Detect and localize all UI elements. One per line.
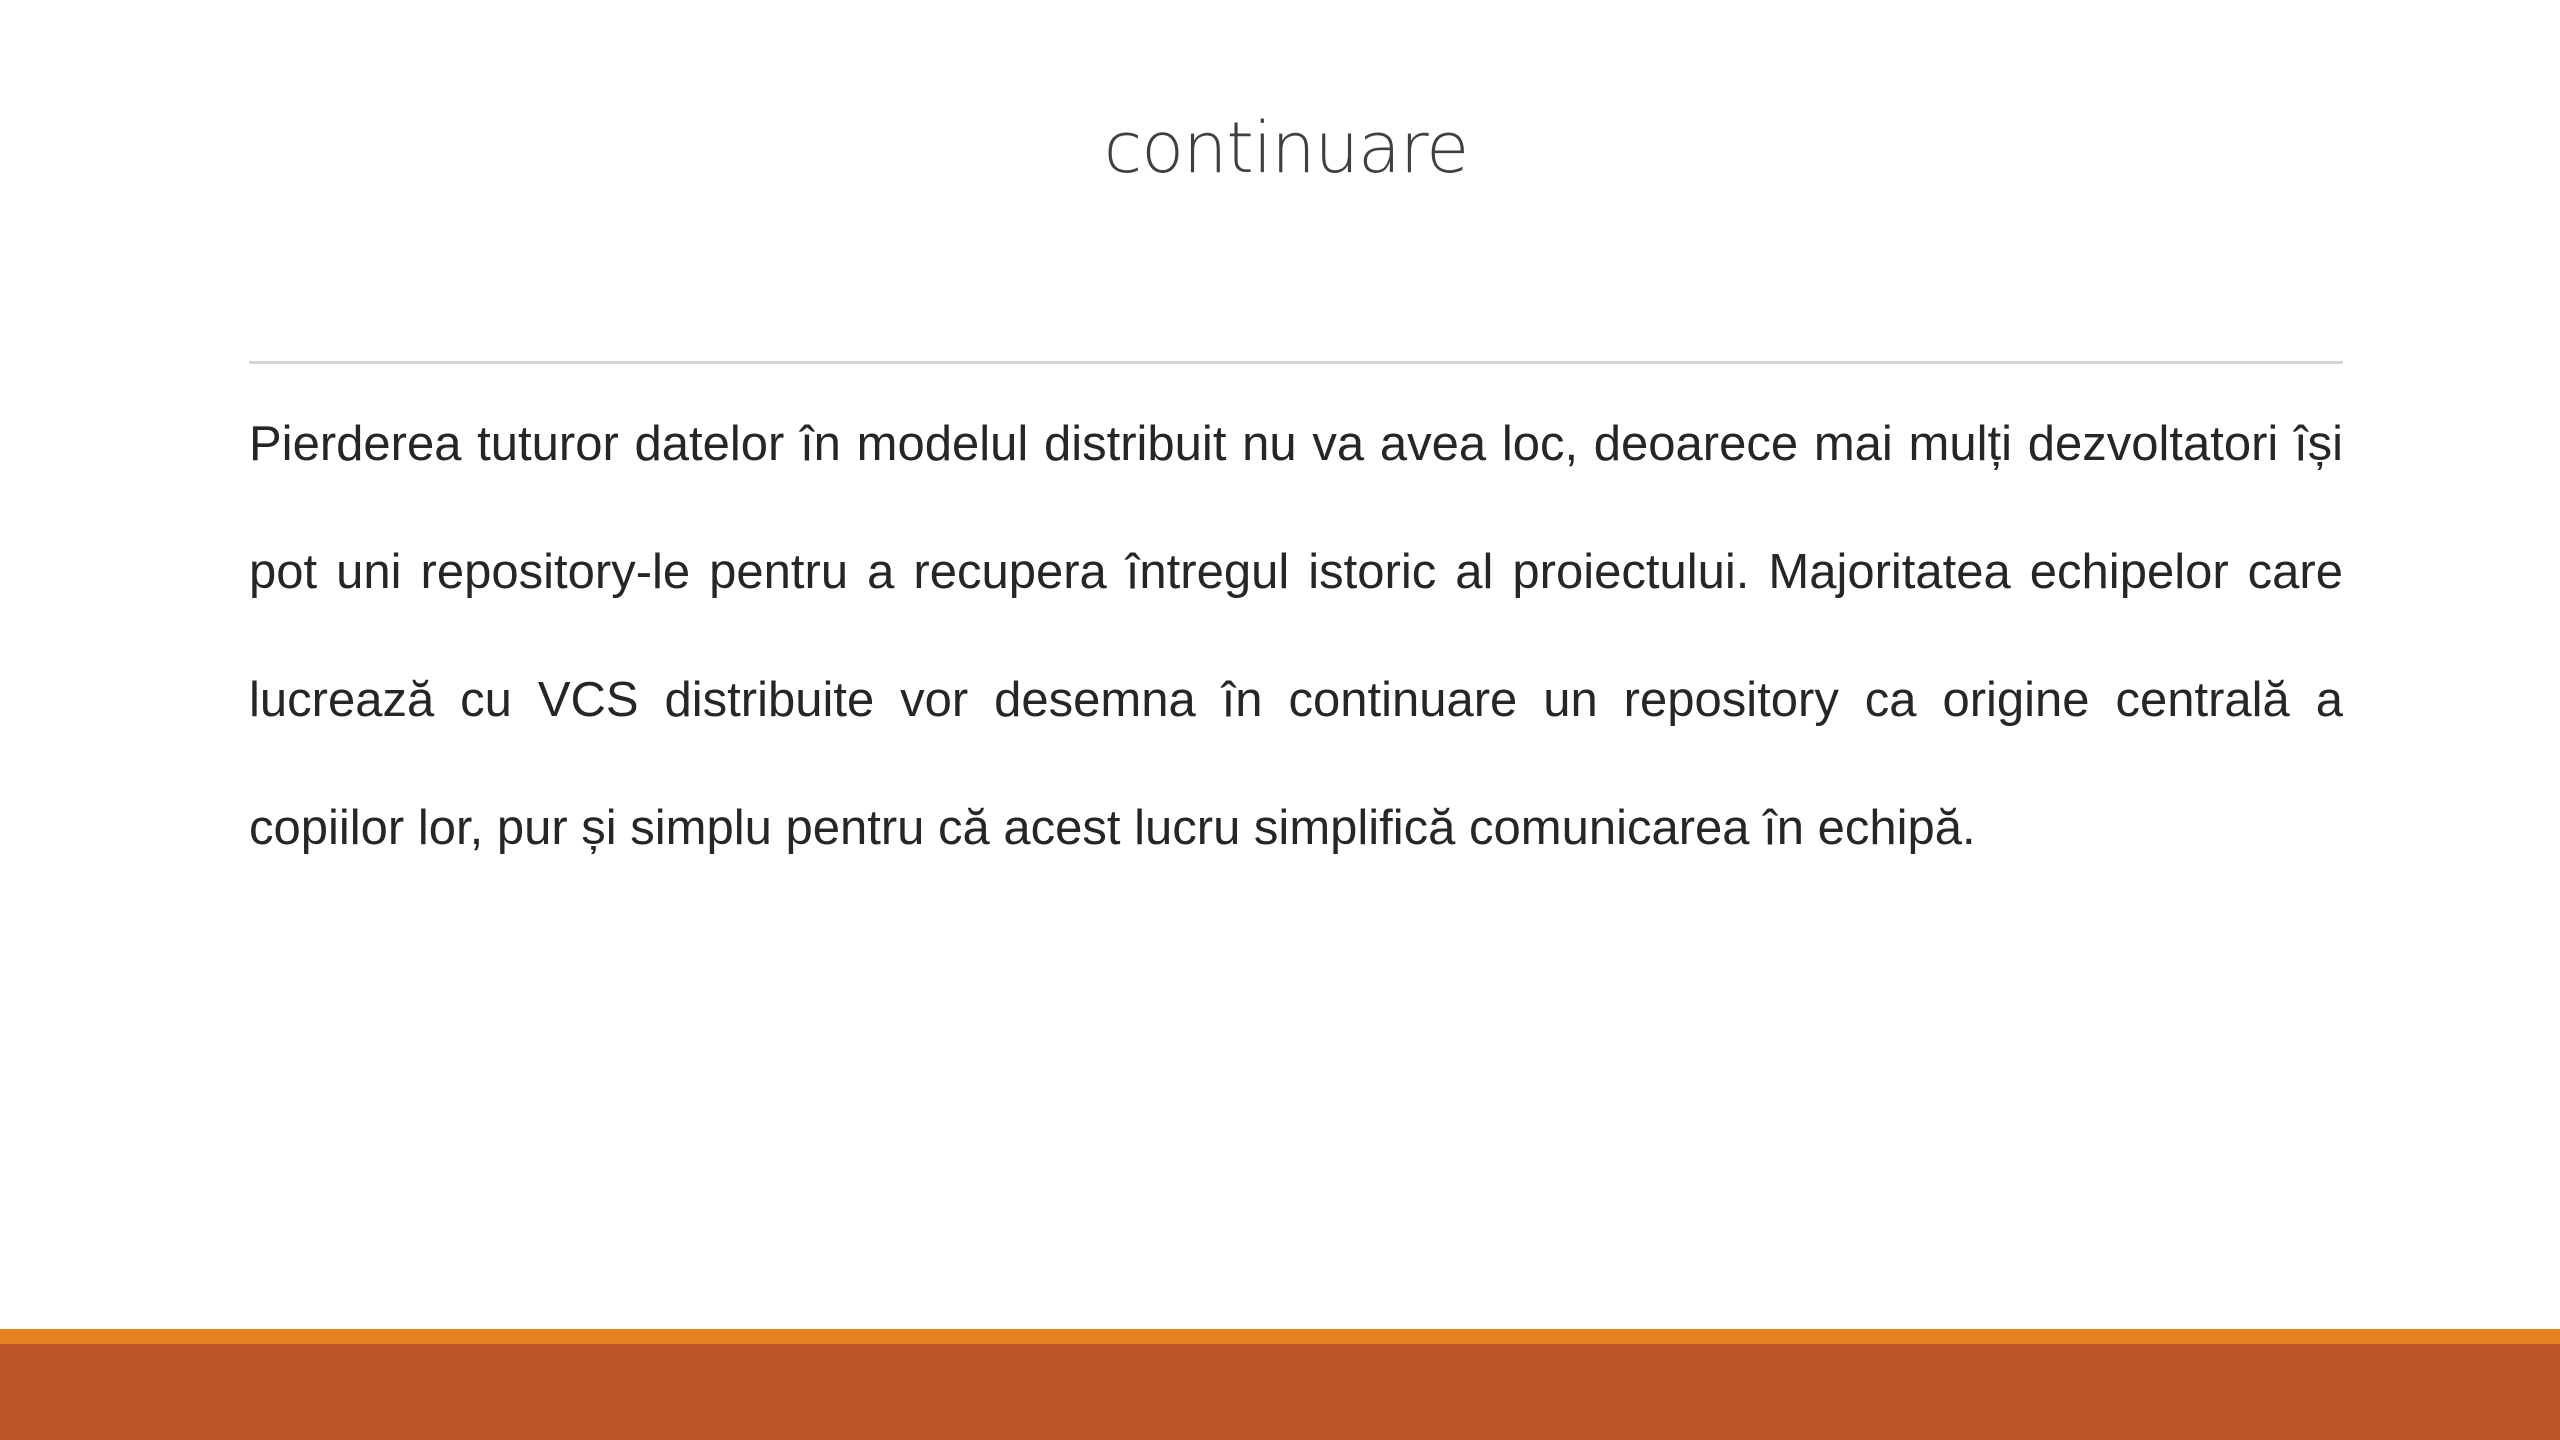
footer-accent-stripe: [0, 1329, 2560, 1344]
title-divider: [249, 361, 2343, 364]
slide-title: continuare: [1103, 107, 1469, 189]
body-paragraph: Pierderea tuturor datelor în modelul distribuit nu va avea loc, deoarece mai mulți dezvoltatori își pot uni repository-le pentru a recupera întregul istoric al proiectului. Majoritatea echipelor care lucrează cu VCS distribuite vor desemna în continuare un repository ca origine centrală a copiilor lor, pur și simplu pentru că acest lucru simplifică comunicarea în echipă.: [249, 417, 2343, 855]
footer-bar: [0, 1344, 2560, 1440]
